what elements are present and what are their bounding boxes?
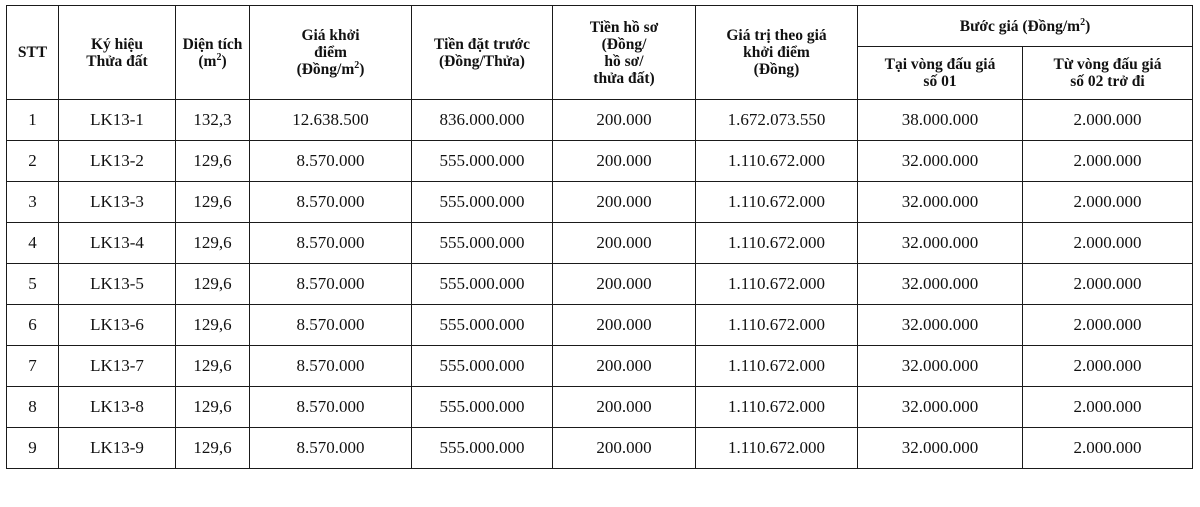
cell-gia-khoi-diem: 8.570.000 <box>250 182 412 223</box>
table-row <box>7 141 1193 182</box>
cell-gia-khoi-diem: 8.570.000 <box>250 141 412 182</box>
cell-gia-khoi-diem: 8.570.000 <box>250 305 412 346</box>
table-row <box>7 387 1193 428</box>
header-vong-2-line-2: số 02 trở đi <box>1070 73 1145 90</box>
cell-gia-tri: 1.110.672.000 <box>696 223 858 264</box>
cell-vong-2: 2.000.000 <box>1023 223 1193 264</box>
header-gia-khoi-diem-line-1: Giá khởi <box>301 27 360 44</box>
header-tien-dat-truoc <box>412 6 553 100</box>
table-row <box>7 428 1193 469</box>
cell-gia-khoi-diem: 12.638.500 <box>250 100 412 141</box>
header-tien-ho-so-line-1: Tiền hồ sơ <box>589 18 659 36</box>
header-vong-2-line-1: Từ vòng đấu giá <box>1053 56 1162 73</box>
cell-tien-dat-truoc: 555.000.000 <box>412 182 553 223</box>
header-dien-tich-line-2: $(m^2)$ <box>198 51 227 70</box>
cell-ky-hieu: LK13-3 <box>59 182 176 223</box>
cell-dien-tich: 129,6 <box>176 305 250 346</box>
cell-gia-tri: 1.110.672.000 <box>696 428 858 469</box>
header-row-1 <box>7 6 1193 47</box>
header-gia-khoi-diem <box>250 6 412 100</box>
header-gia-khoi-diem-line-3: $(Đồng/m^2)$ <box>296 59 365 78</box>
cell-tien-dat-truoc: 555.000.000 <box>412 141 553 182</box>
cell-gia-tri: 1.110.672.000 <box>696 346 858 387</box>
cell-stt: 8 <box>7 387 59 428</box>
table-row <box>7 182 1193 223</box>
cell-ky-hieu: LK13-4 <box>59 223 176 264</box>
cell-dien-tich: 129,6 <box>176 141 250 182</box>
cell-gia-tri: 1.110.672.000 <box>696 141 858 182</box>
cell-dien-tich: 129,6 <box>176 387 250 428</box>
cell-dien-tich: 132,3 <box>176 100 250 141</box>
cell-vong-1: 32.000.000 <box>858 141 1023 182</box>
cell-ky-hieu: LK13-2 <box>59 141 176 182</box>
cell-dien-tich: 129,6 <box>176 346 250 387</box>
cell-tien-dat-truoc: 555.000.000 <box>412 264 553 305</box>
cell-tien-ho-so: 200.000 <box>553 305 696 346</box>
header-vong-1 <box>858 47 1023 100</box>
cell-gia-tri: 1.110.672.000 <box>696 182 858 223</box>
cell-gia-khoi-diem: 8.570.000 <box>250 387 412 428</box>
header-tien-ho-so-line-3: hồ sơ/ <box>604 52 644 70</box>
cell-vong-1: 32.000.000 <box>858 387 1023 428</box>
cell-dien-tich: 129,6 <box>176 428 250 469</box>
cell-gia-tri: 1.110.672.000 <box>696 264 858 305</box>
header-dien-tich <box>176 6 250 100</box>
cell-ky-hieu: LK13-7 <box>59 346 176 387</box>
cell-tien-dat-truoc: 555.000.000 <box>412 428 553 469</box>
header-stt: STT <box>7 6 59 100</box>
header-vong-1-line-2: số 01 <box>923 73 957 90</box>
cell-vong-2: 2.000.000 <box>1023 141 1193 182</box>
header-gia-tri-line-1: Giá trị theo giá <box>726 27 827 44</box>
cell-gia-khoi-diem: 8.570.000 <box>250 264 412 305</box>
cell-gia-tri: 1.110.672.000 <box>696 305 858 346</box>
cell-tien-ho-so: 200.000 <box>553 387 696 428</box>
table-row <box>7 100 1193 141</box>
cell-stt: 2 <box>7 141 59 182</box>
header-gia-tri-line-2: khởi điểm <box>743 44 810 61</box>
header-tien-ho-so-line-2: (Đồng/ <box>601 35 647 53</box>
cell-tien-dat-truoc: 555.000.000 <box>412 305 553 346</box>
header-dien-tich-line-1: Diện tích <box>182 35 243 53</box>
cell-vong-2: 2.000.000 <box>1023 100 1193 141</box>
cell-vong-1: 32.000.000 <box>858 428 1023 469</box>
cell-gia-khoi-diem: 8.570.000 <box>250 346 412 387</box>
cell-tien-ho-so: 200.000 <box>553 428 696 469</box>
cell-ky-hieu: LK13-5 <box>59 264 176 305</box>
cell-tien-dat-truoc: 836.000.000 <box>412 100 553 141</box>
cell-ky-hieu: LK13-6 <box>59 305 176 346</box>
table-row <box>7 305 1193 346</box>
cell-stt: 6 <box>7 305 59 346</box>
header-ky-hieu <box>59 6 176 100</box>
header-vong-1-line-1: Tại vòng đấu giá <box>884 56 996 73</box>
cell-vong-2: 2.000.000 <box>1023 428 1193 469</box>
header-tien-ho-so-line-4: thửa đất) <box>593 69 655 87</box>
cell-tien-dat-truoc: 555.000.000 <box>412 223 553 264</box>
cell-tien-ho-so: 200.000 <box>553 223 696 264</box>
header-buoc-gia: Bước giá $(Đồng/m^2)$ <box>858 6 1193 47</box>
cell-gia-khoi-diem: 8.570.000 <box>250 428 412 469</box>
header-ky-hieu-line-2: Thửa đất <box>86 52 148 70</box>
cell-gia-tri: 1.110.672.000 <box>696 387 858 428</box>
auction-lot-table <box>6 5 1193 469</box>
cell-ky-hieu: LK13-1 <box>59 100 176 141</box>
cell-stt: 4 <box>7 223 59 264</box>
cell-tien-ho-so: 200.000 <box>553 346 696 387</box>
header-gia-tri <box>696 6 858 100</box>
table-row <box>7 223 1193 264</box>
cell-stt: 7 <box>7 346 59 387</box>
header-tien-ho-so <box>553 6 696 100</box>
header-ky-hieu-line-1: Ký hiệu <box>90 35 144 53</box>
auction-lot-table-container <box>6 5 1192 469</box>
cell-gia-tri: 1.672.073.550 <box>696 100 858 141</box>
cell-tien-ho-so: 200.000 <box>553 182 696 223</box>
cell-tien-ho-so: 200.000 <box>553 100 696 141</box>
cell-vong-1: 32.000.000 <box>858 346 1023 387</box>
cell-vong-2: 2.000.000 <box>1023 387 1193 428</box>
cell-tien-ho-so: 200.000 <box>553 264 696 305</box>
cell-vong-1: 38.000.000 <box>858 100 1023 141</box>
header-vong-2 <box>1023 47 1193 100</box>
header-tien-dat-truoc-line-1: Tiền đặt trước <box>434 35 530 53</box>
cell-dien-tich: 129,6 <box>176 182 250 223</box>
table-row <box>7 264 1193 305</box>
cell-gia-khoi-diem: 8.570.000 <box>250 223 412 264</box>
cell-ky-hieu: LK13-8 <box>59 387 176 428</box>
cell-tien-dat-truoc: 555.000.000 <box>412 346 553 387</box>
cell-vong-2: 2.000.000 <box>1023 264 1193 305</box>
header-gia-tri-line-3: (Đồng) <box>753 61 800 78</box>
cell-vong-1: 32.000.000 <box>858 264 1023 305</box>
cell-tien-dat-truoc: 555.000.000 <box>412 387 553 428</box>
cell-vong-1: 32.000.000 <box>858 305 1023 346</box>
cell-vong-2: 2.000.000 <box>1023 305 1193 346</box>
cell-stt: 5 <box>7 264 59 305</box>
cell-tien-ho-so: 200.000 <box>553 141 696 182</box>
cell-stt: 3 <box>7 182 59 223</box>
table-row <box>7 346 1193 387</box>
cell-vong-2: 2.000.000 <box>1023 346 1193 387</box>
cell-vong-1: 32.000.000 <box>858 182 1023 223</box>
cell-vong-1: 32.000.000 <box>858 223 1023 264</box>
cell-ky-hieu: LK13-9 <box>59 428 176 469</box>
header-tien-dat-truoc-line-2: (Đồng/Thửa) <box>439 52 525 70</box>
header-gia-khoi-diem-line-2: điểm <box>314 44 347 61</box>
cell-stt: 9 <box>7 428 59 469</box>
cell-stt: 1 <box>7 100 59 141</box>
cell-dien-tich: 129,6 <box>176 223 250 264</box>
cell-dien-tich: 129,6 <box>176 264 250 305</box>
cell-vong-2: 2.000.000 <box>1023 182 1193 223</box>
